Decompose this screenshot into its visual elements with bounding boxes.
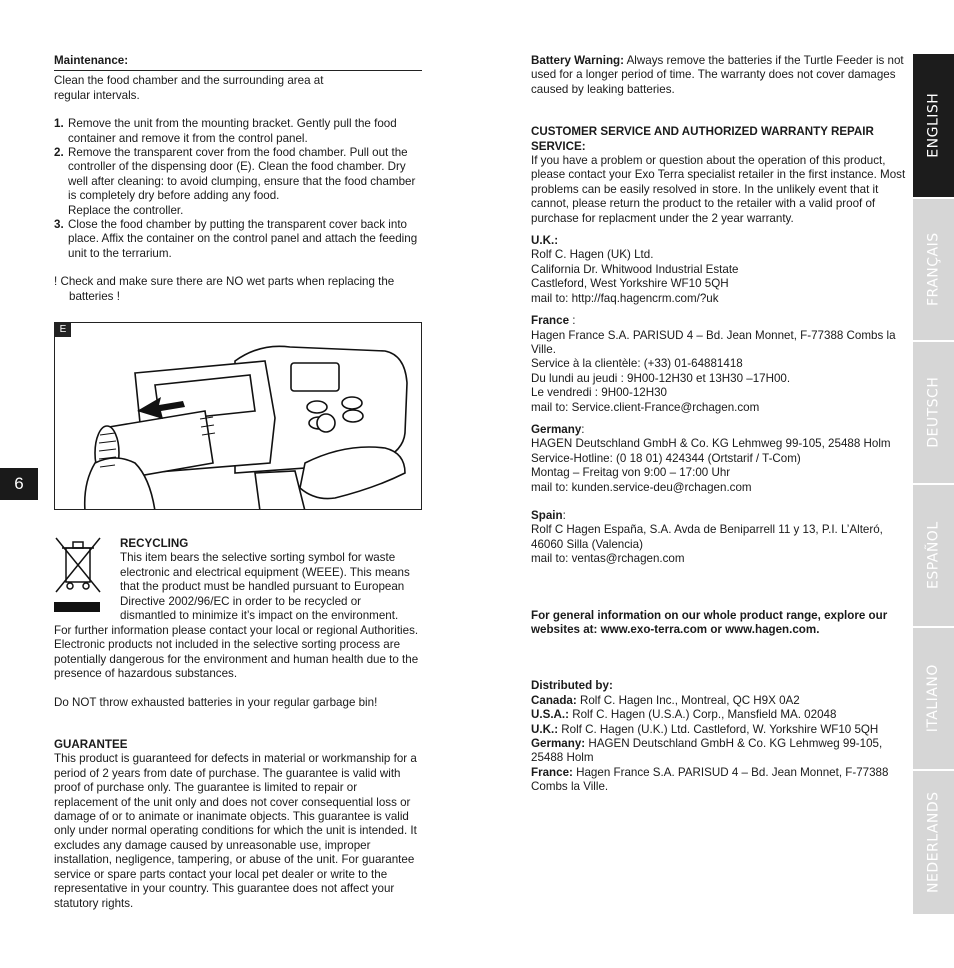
germany-line: HAGEN Deutschland GmbH & Co. KG Lehmweg 99-105, 25488 Holm	[531, 437, 891, 451]
figure-label: E	[55, 323, 71, 337]
maintenance-steps	[54, 117, 422, 261]
recycling-cont-text: For further information please contact your local or regional Authorities. Electronic products not included in the selective sorting process are potentially dangerous for the environment and human health due to the presence of hazardous substances.	[54, 624, 419, 681]
recycling-title: RECYCLING	[120, 537, 189, 550]
guarantee-text: This product is guaranteed for defects in material or workmanship for a period of 2 years from date of purchase. The guarantee is valid with proof of purchase only. The guarantee is limited to repair or replacement of the unit only and does not cover consequential loss or damage of or to animate or inanimate objects. This guarantee is valid only under normal operating conditions for which the unit is intended. It excludes any damage caused by unreasonable use, improper installation, negligence, tampering, or abuse of the unit. For guarantee service or spare parts contact your local pet dealer or write to the representative in your country. This guarantee does not affect your statutory rights.	[54, 752, 417, 910]
france-line: Hagen France S.A. PARISUD 4 – Bd. Jean Monnet, F-77388 Combs la Ville.	[531, 328, 896, 356]
guarantee-title: GUARANTEE	[54, 738, 128, 752]
feeder-illustration	[55, 323, 422, 510]
right-column	[531, 54, 906, 795]
maintenance-intro: Clean the food chamber and the surrounding area at regular intervals.	[54, 74, 324, 102]
france-line: Service à la clientèle: (+33) 01-64881418	[531, 357, 743, 371]
step-2: 2. Remove the transparent cover from the food chamber. Pull out the controller of the dispensing door (E). Clean the food chamber. Dry well after cleaning: to avoid clumping, ensure that the food chamber is completely dry before adding any food. Replace the controller.	[54, 146, 416, 217]
customer-service-title: CUSTOMER SERVICE AND AUTHORIZED WARRANTY REPAIR SERVICE:	[531, 125, 874, 153]
weee-bin-icon	[54, 536, 102, 616]
uk-label: U.K.:	[531, 234, 559, 248]
uk-line: California Dr. Whitwood Industrial Estate	[531, 262, 739, 276]
tab-nederlands[interactable]: NEDERLANDS	[913, 771, 954, 914]
distributed-title: Distributed by:	[531, 679, 613, 693]
germany-line: Montag – Freitag von 9:00 – 17:00 Uhr	[531, 466, 731, 480]
spain-label: Spain:	[531, 508, 566, 522]
france-line: Du lundi au jeudi : 9H00-12H30 et 13H30 –17H00.	[531, 371, 791, 385]
distributor-canada: Canada: Rolf C. Hagen Inc., Montreal, QC H9X 0A2	[531, 693, 800, 707]
step-1: 1. Remove the unit from the mounting bracket. Gently pull the food container and remove it from the control panel.	[54, 117, 397, 145]
battery-warning: Battery Warning: Always remove the batteries if the Turtle Feeder is not used for a longer period of time. The warranty does not cover damages caused by leaking batteries.	[531, 54, 904, 96]
page-number: 6	[0, 468, 38, 500]
step-3: 3. Close the food chamber by putting the transparent cover back into place. Affix the container on the control panel and attach the feeding unit to the terrarium.	[54, 218, 418, 260]
recycling-continued	[54, 624, 422, 911]
tab-francais[interactable]: FRANÇAIS	[913, 199, 954, 340]
recycling-text: This item bears the selective sorting symbol for waste electronic and electrical equipment (WEEE). This means that the product must be handled pursuant to European Directive 2002/96/EC in order to be recycled or dismantled to minimize it’s impact on the environment.	[120, 551, 410, 623]
france-label: France :	[531, 314, 576, 328]
uk-line: Rolf C. Hagen (UK) Ltd.	[531, 248, 654, 262]
germany-label: Germany:	[531, 422, 585, 436]
france-mail-link: mail to: Service.client-France@rchagen.com	[531, 400, 760, 414]
distributor-usa: U.S.A.: Rolf C. Hagen (U.S.A.) Corp., Mansfield MA. 02048	[531, 708, 837, 722]
customer-service-text: If you have a problem or question about the operation of this product, please contact your Exo Terra specialist retailer in the first instance. Most problems can be easily resolved in store. In the unlikely event that it cannot, please return the product to the retailer with a valid proof of purchase for replacment under the 2 year warranty.	[531, 154, 906, 225]
france-line: Le vendredi : 9H00-12H30	[531, 386, 667, 400]
germany-line: Service-Hotline: (0 18 01) 424344 (Ortstarif / T-Com)	[531, 451, 801, 465]
general-info: For general information on our whole product range, explore our websites at: www.exo-terra.com or www.hagen.com.	[531, 608, 888, 636]
tab-english[interactable]: ENGLISH	[913, 54, 954, 197]
spain-mail-link: mail to: ventas@rchagen.com	[531, 552, 685, 566]
left-column	[54, 54, 422, 304]
battery-warning-note: ! Check and make sure there are NO wet parts when replacing the batteries !	[54, 275, 395, 303]
uk-line: Castleford, West Yorkshire WF10 5QH	[531, 277, 729, 291]
maintenance-title: Maintenance:	[54, 54, 422, 71]
uk-mail-link: mail to: http://faq.hagencrm.com/?uk	[531, 291, 719, 305]
spain-line: Rolf C Hagen España, S.A. Avda de Beniparrell 11 y 13, P.I. L’Alteró, 46060 Silla (Valencia)	[531, 523, 883, 551]
germany-mail-link: mail to: kunden.service-deu@rchagen.com	[531, 480, 752, 494]
tab-deutsch[interactable]: DEUTSCH	[913, 342, 954, 483]
batteries-note: Do NOT throw exhausted batteries in your regular garbage bin!	[54, 695, 378, 709]
recycling-section	[120, 537, 420, 623]
language-tabs	[913, 54, 954, 914]
tab-italiano[interactable]: ITALIANO	[913, 628, 954, 769]
tab-espanol[interactable]: ESPAÑOL	[913, 485, 954, 626]
distributor-germany: Germany: HAGEN Deutschland GmbH & Co. KG Lehmweg 99-105, 25488 Holm	[531, 737, 883, 765]
figure-e	[54, 322, 422, 510]
distributor-france: France: Hagen France S.A. PARISUD 4 – Bd. Jean Monnet, F-77388 Combs la Ville.	[531, 765, 889, 794]
distributor-uk: U.K.: Rolf C. Hagen (U.K.) Ltd. Castleford, W. Yorkshire WF10 5QH	[531, 722, 879, 736]
